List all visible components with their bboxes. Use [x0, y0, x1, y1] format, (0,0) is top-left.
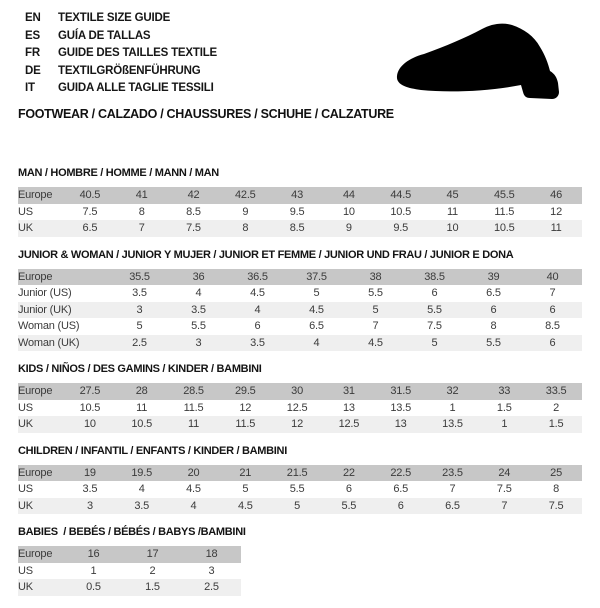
- table-row: [18, 465, 582, 482]
- size-cell: 39: [487, 270, 500, 283]
- size-cell: 44.5: [390, 189, 411, 202]
- size-cell: 6.5: [393, 483, 409, 496]
- size-cell: 44: [342, 189, 355, 202]
- size-cell: 36: [192, 270, 205, 283]
- table-row: [18, 383, 582, 400]
- shoe-icon-svg: [393, 22, 578, 100]
- table-title: JUNIOR & WOMAN / JUNIOR Y MUJER / JUNIOR ET FEMME / JUNIOR UND FRAU / JUNIOR E DONA: [18, 248, 514, 261]
- size-cell: 10.5: [79, 401, 101, 414]
- size-cell: 35.5: [129, 270, 150, 283]
- size-cell: 3.5: [82, 483, 98, 496]
- size-cell: 7.5: [548, 499, 564, 512]
- size-cell: 0.5: [86, 581, 101, 594]
- shoe-icon: [393, 22, 578, 100]
- size-cell: 3: [195, 336, 202, 349]
- size-cell: 6: [254, 320, 261, 333]
- size-cell: 13.5: [442, 418, 463, 431]
- size-table-man: [18, 187, 582, 237]
- size-cell: 21.5: [286, 466, 308, 479]
- size-cell: 7.5: [186, 222, 201, 235]
- row-label: Europe: [18, 385, 53, 398]
- size-cell: 12.5: [286, 401, 308, 414]
- size-cell: 7: [138, 222, 145, 235]
- size-cell: 4: [195, 287, 202, 300]
- row-label: Europe: [18, 466, 53, 479]
- size-cell: 29.5: [234, 385, 256, 398]
- size-cell: 21: [239, 466, 252, 479]
- row-label: US: [18, 401, 33, 414]
- size-cell: 7: [372, 320, 379, 333]
- size-cell: 6: [431, 287, 438, 300]
- size-cell: 8: [490, 320, 497, 333]
- size-cell: 4: [254, 303, 261, 316]
- size-cell: 12: [291, 418, 303, 431]
- size-cell: 41: [135, 189, 148, 202]
- size-cell: 11: [136, 401, 148, 414]
- row-label: US: [18, 564, 33, 577]
- row-label: Woman (US): [18, 320, 80, 333]
- size-cell: 33: [498, 385, 511, 398]
- size-cell: 6: [549, 303, 556, 316]
- size-cell: 4.5: [237, 499, 253, 512]
- size-cell: 5: [242, 483, 249, 496]
- size-cell: 6.5: [486, 287, 501, 300]
- size-table-section-children: [18, 445, 582, 515]
- table-row: [18, 302, 582, 319]
- size-cell: 16: [87, 548, 100, 561]
- size-table-section-junior-woman: [18, 249, 582, 352]
- size-cell: 6.5: [82, 222, 98, 235]
- size-cell: 10.5: [131, 418, 152, 431]
- size-cell: 40.5: [79, 189, 101, 202]
- size-cell: 11: [446, 205, 458, 218]
- size-cell: 10: [342, 205, 355, 218]
- size-cell: 42: [187, 189, 200, 202]
- row-label: US: [18, 205, 33, 218]
- size-cell: 5.5: [341, 499, 357, 512]
- size-cell: 6: [490, 303, 497, 316]
- size-table-junior-woman: [18, 269, 582, 352]
- size-cell: 8.5: [289, 222, 305, 235]
- size-cell: 23.5: [442, 466, 463, 479]
- table-row: [18, 498, 582, 515]
- table-row: [18, 416, 582, 433]
- size-cell: 4.5: [309, 303, 324, 316]
- size-cell: 11.5: [494, 205, 515, 218]
- row-label: Junior (US): [18, 287, 72, 300]
- row-label: US: [18, 483, 33, 496]
- row-label: UK: [18, 222, 33, 235]
- size-cell: 3: [86, 499, 93, 512]
- size-cell: 18: [205, 548, 218, 561]
- size-cell: 24: [498, 466, 511, 479]
- size-cell: 4: [313, 336, 320, 349]
- size-cell: 10.5: [390, 205, 411, 218]
- size-cell: 10.5: [493, 222, 515, 235]
- size-cell: 7: [501, 499, 508, 512]
- size-cell: 31.5: [390, 385, 411, 398]
- language-row: [25, 28, 217, 46]
- size-table-section-man: [18, 167, 582, 237]
- size-cell: 5.5: [486, 336, 501, 349]
- language-label: GUIDA ALLE TAGLIE TESSILI: [58, 82, 214, 94]
- row-label: Europe: [18, 548, 53, 561]
- row-label: UK: [18, 581, 33, 594]
- table-row: [18, 220, 582, 237]
- size-cell: 42.5: [234, 189, 256, 202]
- size-cell: 11.5: [235, 418, 256, 431]
- row-label: Woman (UK): [18, 336, 80, 349]
- language-label: TEXTILGRÖßENFÜHRUNG: [58, 64, 201, 77]
- size-cell: 17: [146, 548, 159, 561]
- size-cell: 40: [546, 270, 559, 283]
- size-cell: 6: [397, 499, 404, 512]
- size-cell: 7: [549, 287, 556, 300]
- size-cell: 19.5: [131, 466, 152, 479]
- table-row: [18, 318, 582, 335]
- size-cell: 5.5: [368, 287, 383, 300]
- table-row: [18, 481, 582, 498]
- language-code: ES: [25, 29, 40, 42]
- language-row: [25, 45, 217, 63]
- size-cell: 9: [242, 205, 249, 218]
- size-cell: 28: [135, 385, 148, 398]
- size-cell: 10: [446, 222, 459, 235]
- size-cell: 1.5: [548, 418, 564, 431]
- size-cell: 4.5: [250, 287, 265, 300]
- table-title: BABIES / BEBÉS / BÉBÉS / BABYS /BAMBINI: [18, 526, 246, 538]
- size-cell: 22.5: [390, 466, 411, 479]
- size-cell: 12: [239, 401, 252, 414]
- language-row: [25, 10, 217, 28]
- size-cell: 20: [187, 466, 200, 479]
- size-cell: 28.5: [183, 385, 204, 398]
- table-row: [18, 563, 241, 580]
- row-label: UK: [18, 418, 33, 431]
- language-code: FR: [25, 47, 40, 59]
- size-cell: 11: [187, 418, 199, 431]
- size-cell: 46: [550, 189, 562, 202]
- row-label: UK: [18, 499, 33, 512]
- language-list: [25, 10, 217, 98]
- size-cell: 5.5: [191, 320, 206, 333]
- table-title: CHILDREN / INFANTIL / ENFANTS / KINDER / BAMBINI: [18, 444, 287, 457]
- size-cell: 5: [136, 320, 143, 333]
- language-row: [25, 63, 217, 81]
- table-row: [18, 400, 582, 417]
- size-table-section-babies: [18, 526, 582, 596]
- size-cell: 9: [345, 222, 352, 235]
- row-label: Junior (UK): [18, 303, 72, 316]
- language-code: EN: [25, 12, 41, 24]
- size-cell: 5: [313, 287, 320, 300]
- table-row: [18, 285, 582, 302]
- size-cell: 9.5: [393, 222, 409, 235]
- language-label: GUÍA DE TALLAS: [58, 29, 151, 42]
- size-cell: 38.5: [424, 270, 445, 283]
- size-cell: 1: [90, 564, 97, 577]
- size-table-children: [18, 465, 582, 515]
- language-label: GUIDE DES TAILLES TEXTILE: [58, 47, 217, 59]
- size-cell: 3: [208, 564, 215, 577]
- size-cell: 6: [345, 483, 352, 496]
- size-cell: 11: [550, 222, 562, 235]
- language-code: IT: [25, 82, 35, 94]
- language-label: TEXTILE SIZE GUIDE: [58, 12, 171, 24]
- size-cell: 27.5: [79, 385, 101, 398]
- table-row: [18, 546, 241, 563]
- size-cell: 1.5: [145, 581, 160, 594]
- size-cell: 8: [242, 222, 249, 235]
- size-cell: 5: [431, 336, 438, 349]
- size-cell: 13: [342, 401, 355, 414]
- size-cell: 4: [138, 483, 145, 496]
- size-table-kids: [18, 383, 582, 433]
- size-table-section-kids: [18, 363, 582, 433]
- size-cell: 8: [553, 483, 560, 496]
- size-cell: 19: [83, 466, 96, 479]
- size-cell: 22: [342, 466, 355, 479]
- size-cell: 3.5: [191, 303, 206, 316]
- table-row: [18, 187, 582, 204]
- size-cell: 8: [138, 205, 145, 218]
- size-cell: 1: [449, 401, 456, 414]
- size-cell: 2.5: [204, 581, 219, 594]
- table-title: KIDS / NIÑOS / DES GAMINS / KINDER / BAMBINI: [18, 363, 262, 375]
- size-cell: 2.5: [132, 336, 147, 349]
- size-cell: 7.5: [496, 483, 512, 496]
- size-cell: 12.5: [338, 418, 360, 431]
- size-cell: 38: [369, 270, 382, 283]
- size-table-babies: [18, 546, 241, 596]
- size-cell: 4.5: [368, 336, 383, 349]
- size-cell: 36.5: [247, 270, 268, 283]
- category-title: FOOTWEAR / CALZADO / CHAUSSURES / SCHUHE / CALZATURE: [18, 107, 394, 121]
- size-cell: 3.5: [132, 287, 147, 300]
- size-cell: 2: [149, 564, 156, 577]
- size-cell: 45: [446, 189, 459, 202]
- size-cell: 5.5: [427, 303, 442, 316]
- size-cell: 7: [449, 483, 456, 496]
- size-cell: 1.5: [496, 401, 512, 414]
- size-cell: 3.5: [250, 336, 265, 349]
- size-cell: 2: [553, 401, 560, 414]
- size-cell: 10: [83, 418, 96, 431]
- size-cell: 6.5: [445, 499, 460, 512]
- size-cell: 25: [550, 466, 562, 479]
- size-cell: 5: [372, 303, 379, 316]
- size-cell: 1: [501, 418, 508, 431]
- size-cell: 5.5: [289, 483, 305, 496]
- size-cell: 13.5: [390, 401, 411, 414]
- size-cell: 13: [394, 418, 407, 431]
- size-cell: 37.5: [306, 270, 327, 283]
- size-cell: 8.5: [186, 205, 201, 218]
- table-row: [18, 269, 582, 286]
- language-row: [25, 80, 217, 98]
- size-cell: 4: [190, 499, 197, 512]
- row-label: Europe: [18, 189, 53, 202]
- size-cell: 7.5: [82, 205, 98, 218]
- table-row: [18, 579, 241, 596]
- size-cell: 31: [342, 385, 355, 398]
- size-cell: 32: [446, 385, 459, 398]
- size-cell: 5: [294, 499, 301, 512]
- size-tables: [18, 167, 582, 608]
- size-cell: 3: [136, 303, 143, 316]
- table-title: MAN / HOMBRE / HOMME / MANN / MAN: [18, 167, 219, 179]
- size-cell: 6: [549, 336, 556, 349]
- size-cell: 3.5: [134, 499, 150, 512]
- size-cell: 45.5: [493, 189, 515, 202]
- language-code: DE: [25, 64, 41, 77]
- table-row: [18, 335, 582, 352]
- size-cell: 11.5: [183, 401, 204, 414]
- size-cell: 33.5: [545, 385, 567, 398]
- size-cell: 4.5: [186, 483, 201, 496]
- size-cell: 43: [291, 189, 303, 202]
- table-row: [18, 204, 582, 221]
- size-cell: 7.5: [427, 320, 442, 333]
- size-cell: 30: [291, 385, 303, 398]
- size-cell: 12: [550, 205, 562, 218]
- row-label: Europe: [18, 270, 53, 283]
- size-cell: 6.5: [309, 320, 324, 333]
- size-cell: 9.5: [289, 205, 305, 218]
- size-cell: 8.5: [545, 320, 560, 333]
